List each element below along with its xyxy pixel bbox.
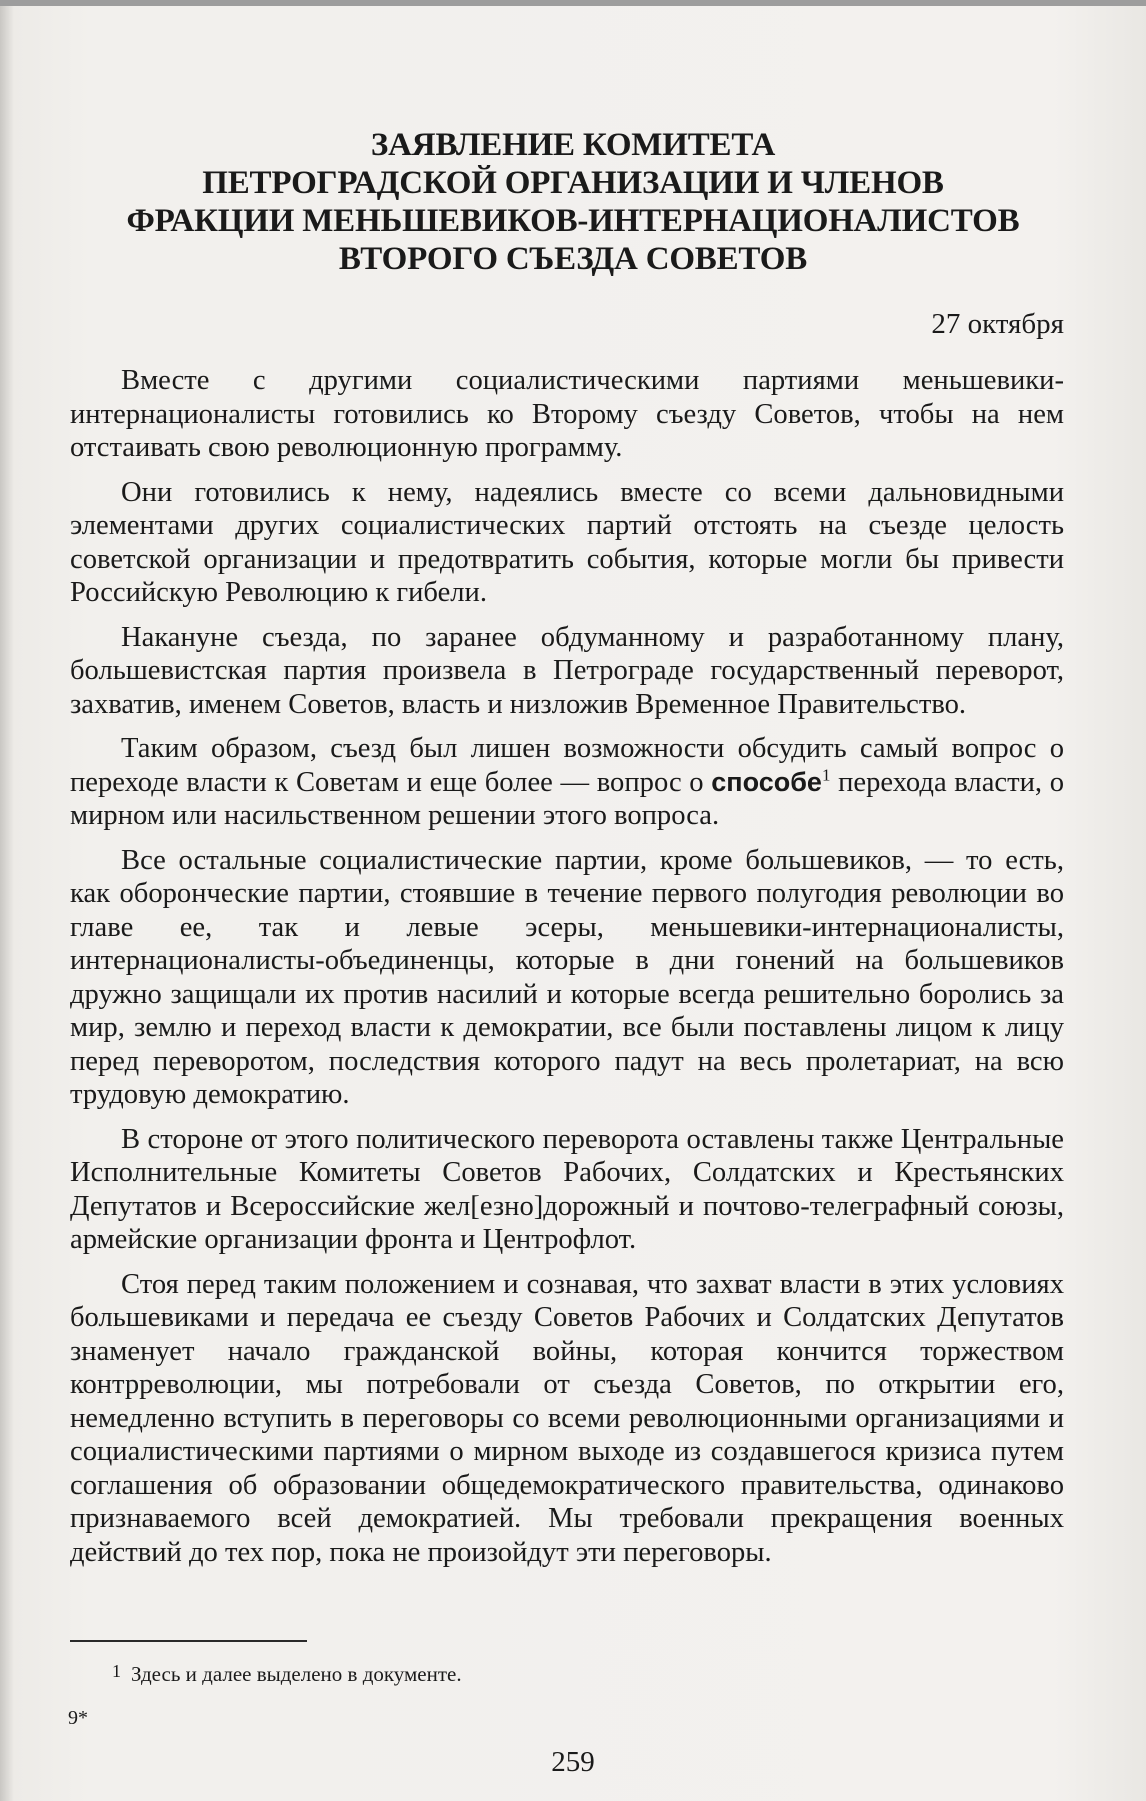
printer-signature-mark: 9* (68, 1707, 88, 1729)
page-edge-shadow (0, 6, 14, 1801)
footnote-ref[interactable]: 1 (821, 764, 831, 784)
paragraph-text: перехода власти, о мирном или насильственном решении этого вопроса. (70, 766, 1064, 831)
page-number: 259 (551, 1746, 595, 1778)
paragraph: Они готовились к нему, надеялись вместе со всеми дальновидными элементами других социалистических партий отстоять на съезде целость советской организации и предотвратить события, которые могли бы привести Российскую Революцию к гибели. (70, 476, 1064, 608)
document-title (120, 126, 1026, 278)
title-line: ВТОРОГО СЪЕЗДА СОВЕТОВ (338, 241, 808, 277)
emphasized-word: способе (711, 766, 822, 797)
paragraph (70, 732, 1064, 833)
paragraph: В стороне от этого политического переворота оставлены также Центральные Исполнительные Комитеты Советов Рабочих, Солдатских и Крестьянских Депутатов и Всероссийские жел[езно]дорожный и почтово-телеграфный союзы, армейские организации фронта и Центрофлот. (70, 1123, 1064, 1255)
paragraph: Вместе с другими социалистическими партиями меньшевики-интернационалисты готовились ко Второму съезду Советов, чтобы на нем отстаивать свою революционную программу. (70, 365, 1064, 463)
document-body (70, 364, 1064, 1580)
paragraph: Все остальные социалистические партии, кроме большевиков, — то есть, как оборонческие партии, стоявшие в течение первого полугодия революции во главе ее, так и левые эсеры, меньшевики-интернационалисты, интернационалисты-объединенцы, которые в дни гонений на большевиков дружно защищали их против насилий и которые всегда решительно боролись за мир, землю и переход власти к демократии, все были поставлены лицом к лицу перед переворотом, последствия которого падут на весь пролетариат, на всю трудовую демократию. (70, 844, 1064, 1110)
title-line: ПЕТРОГРАДСКОЙ ОРГАНИЗАЦИИ И ЧЛЕНОВ (202, 165, 944, 201)
title-line: ЗАЯВЛЕНИЕ КОМИТЕТА (370, 127, 776, 163)
paragraph: Стоя перед таким положением и сознавая, что захват власти в этих условиях большевиками и передача ее съезду Советов Рабочих и Солдатских Депутатов знаменует начало гражданской войны, которая кончится торжеством контрреволюции, мы потребовали от съезда Советов, по открытии его, немедленно вступить в переговоры со всеми революционными организациями и социалистическими партиями о мирном выходе из создавшегося кризиса путем соглашения об образовании общедемократического правительства, одинаково признаваемого всей демократией. Мы требовали прекращения военных действий до тех пор, пока не произойдут эти переговоры. (70, 1268, 1064, 1568)
footnote-text: Здесь и далее выделено в документе. (131, 1662, 462, 1686)
title-line: ФРАКЦИИ МЕНЬШЕВИКОВ-ИНТЕРНАЦИОНАЛИСТОВ (126, 203, 1020, 239)
paragraph: Накануне съезда, по заранее обдуманному и разработанному плану, большевистская партия произвела в Петрограде государственный переворот, захватив, именем Советов, власть и низложив Временное Правительство. (70, 621, 1064, 720)
footnote (112, 1658, 462, 1687)
document-date: 27 октября (931, 308, 1064, 340)
paragraph-text: Таким образом, съезд был лишен возможности обсудить самый вопрос о переходе власти к Советам и еще более — вопрос о (70, 733, 1064, 798)
scan-top-border (0, 0, 1146, 6)
footnote-divider (70, 1640, 307, 1642)
footnote-number: 1 (112, 1661, 121, 1681)
